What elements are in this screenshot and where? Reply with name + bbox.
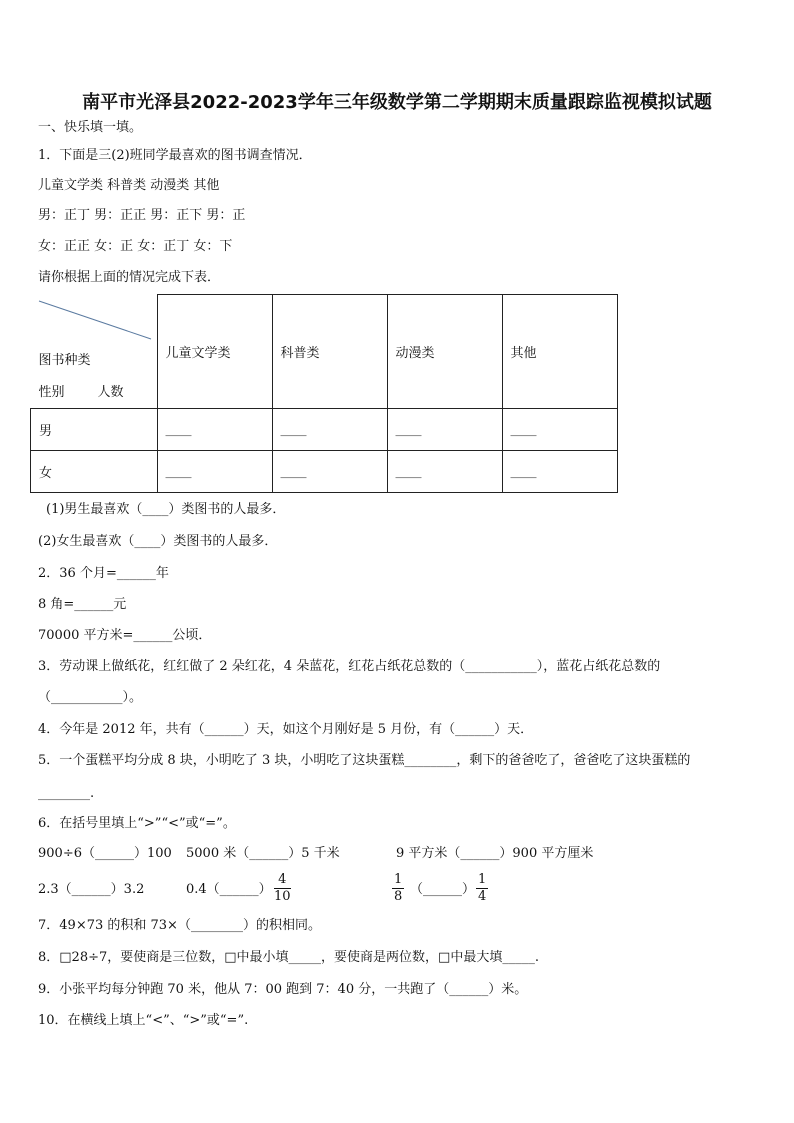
q10: 10．在横线上填上“<”、“>”或“=”.: [38, 1013, 249, 1028]
q6-item-e: 0.4（______）: [186, 882, 272, 897]
fraction-numerator: 4: [274, 872, 291, 889]
q1-sub1: (1)男生最喜欢（____）类图书的人最多．: [46, 502, 286, 517]
fraction-4-10: [274, 872, 291, 905]
q5-line1: 5．一个蛋糕平均分成 8 块，小明吃了 3 块，小明吃了这块蛋糕________，剩下的爸爸吃了，爸爸吃了这块蛋糕的: [38, 753, 691, 768]
row-label-boys: 男: [31, 409, 158, 451]
q5-line2: ________.: [38, 786, 95, 801]
corner-bottom-label: 性别 人数: [38, 384, 124, 400]
q1-categories: 儿童文学类 科普类 动漫类 其他: [38, 178, 220, 193]
q1-sub2: (2)女生最喜欢（____）类图书的人最多．: [38, 534, 278, 549]
fraction-denominator: 10: [274, 889, 291, 904]
answer-blank[interactable]: ____: [502, 409, 617, 451]
q2-line1: 2．36 个月=______年: [38, 566, 169, 581]
q4: 4．今年是 2012 年，共有（______）天，如这个月刚好是 5 月份，有（______）天．: [38, 722, 534, 737]
answer-blank[interactable]: ____: [387, 451, 502, 493]
fraction-denominator: 4: [478, 889, 487, 904]
table-header-cell: 动漫类: [387, 295, 502, 409]
q1-instruction: 请你根据上面的情况完成下表．: [38, 270, 221, 285]
row-label-girls: 女: [31, 451, 158, 493]
answer-blank[interactable]: ____: [157, 451, 272, 493]
q1-intro: 1．下面是三(2)班同学最喜欢的图书调查情况．: [38, 148, 312, 163]
page-title: 南平市光泽县2022-2023学年三年级数学第二学期期末质量跟踪监视模拟试题: [82, 92, 712, 113]
answer-blank[interactable]: ____: [272, 451, 387, 493]
answer-blank[interactable]: ____: [272, 409, 387, 451]
q3-line1: 3．劳动课上做纸花，红红做了 2 朵红花，4 朵蓝花，红花占纸花总数的（___________），蓝花占纸花总数的: [38, 659, 661, 674]
q3-line2: （___________）。: [38, 690, 143, 705]
q2-line3: 70000 平方米=______公顷．: [38, 628, 212, 643]
fraction-denominator: 8: [394, 889, 403, 904]
section-heading: 一、快乐填一填。: [38, 120, 143, 135]
answer-blank[interactable]: ____: [157, 409, 272, 451]
fraction-numerator: 1: [394, 872, 403, 887]
q1-boys-tally: 男：正丁 男：正正 男：正下 男：正: [38, 208, 246, 223]
fraction-numerator: 1: [478, 872, 487, 887]
q7: 7．49×73 的积和 73×（________）的积相同。: [38, 918, 321, 933]
table-header-cell: 科普类: [272, 295, 387, 409]
q6-item-f-blank: （______）: [410, 882, 476, 897]
q2-line2: 8 角=______元: [38, 597, 127, 612]
answer-blank[interactable]: ____: [387, 409, 502, 451]
answer-blank[interactable]: ____: [502, 451, 617, 493]
q6-item-a: 900÷6（______）100: [38, 846, 172, 861]
q6-item-c: 9 平方米（______）900 平方厘米: [396, 846, 594, 861]
table-corner-header: [31, 295, 158, 409]
corner-top-label: 图书种类: [38, 352, 91, 368]
q6-item-d: 2.3（______）3.2: [38, 882, 145, 897]
q9: 9．小张平均每分钟跑 70 米，他从 7：00 跑到 7：40 分，一共跑了（______）米。: [38, 982, 528, 997]
q8: 8．□28÷7，要使商是三位数，□中最小填_____，要使商是两位数，□中最大填_____.: [38, 950, 539, 965]
survey-table: [30, 294, 618, 493]
q6-item-b: 5000 米（______）5 千米: [186, 846, 340, 861]
fraction-1-4: [476, 872, 488, 905]
fraction-1-8: [392, 872, 404, 905]
q6-intro: 6．在括号里填上“>”“<”或“=”。: [38, 816, 236, 831]
table-header-cell: 儿童文学类: [157, 295, 272, 409]
q1-girls-tally: 女：正正 女：正 女：正丁 女：下: [38, 239, 233, 254]
table-header-cell: 其他: [502, 295, 617, 409]
